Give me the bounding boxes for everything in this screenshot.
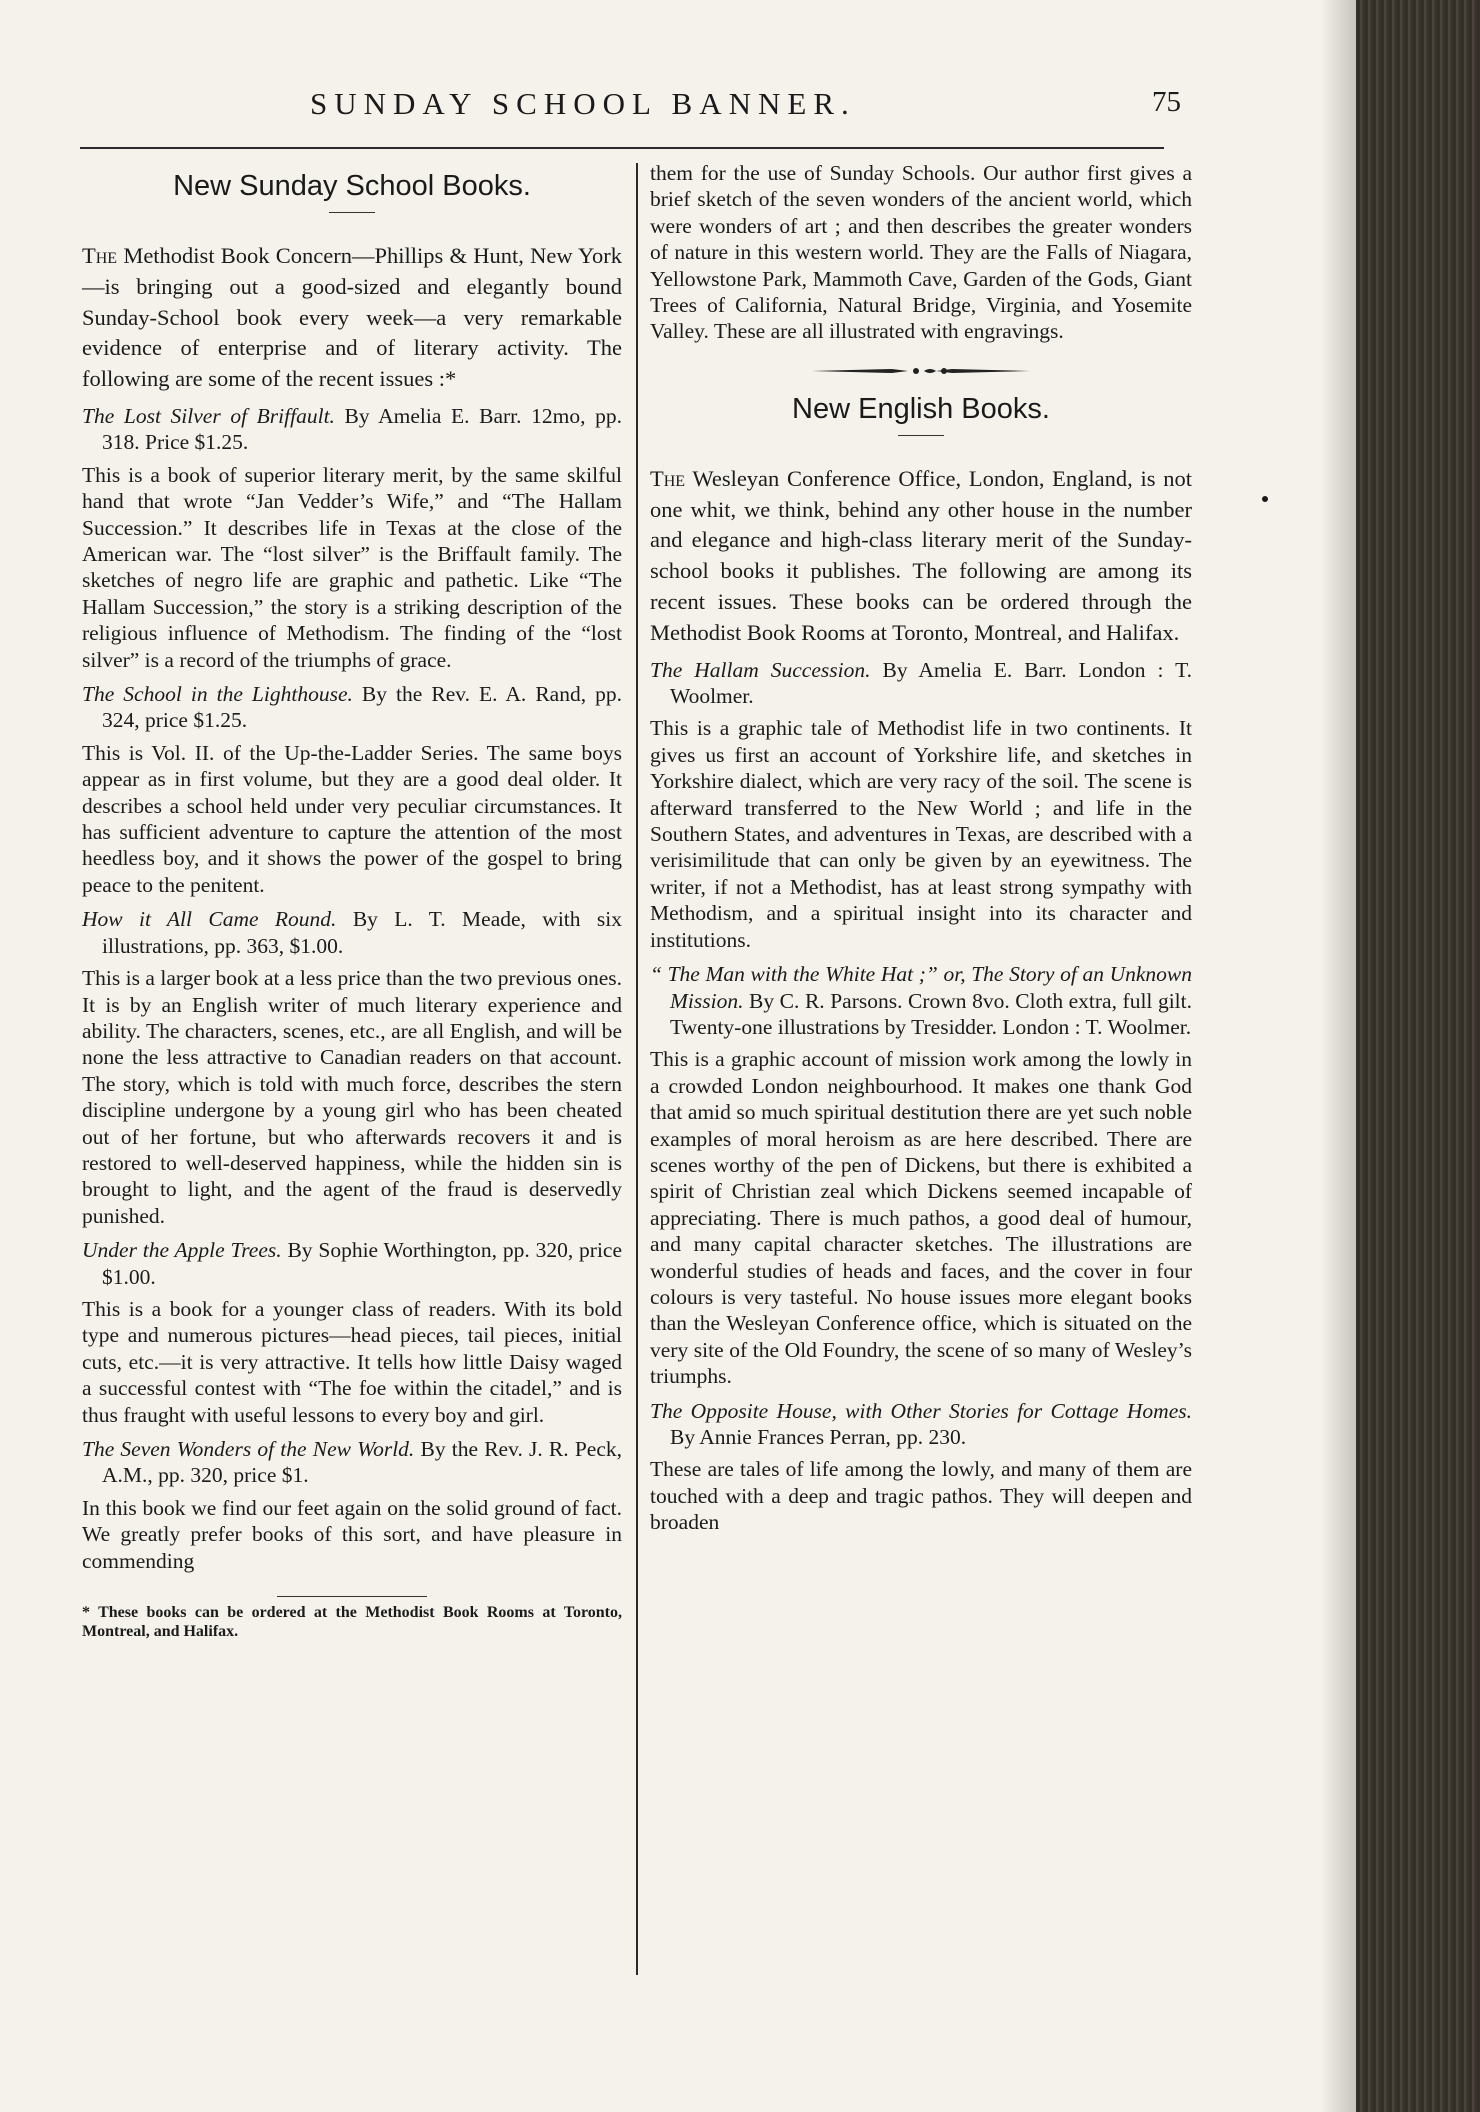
page-number: 75	[1152, 86, 1181, 118]
right-column	[650, 160, 1192, 1539]
book-details: By Amelia E. Barr. London : T. Woolmer.	[670, 657, 1192, 709]
intro-lead: The	[82, 243, 118, 268]
intro-paragraph	[82, 241, 622, 395]
book-review: This is a graphic account of mission work among the lowly in a crowded London neighbourhood. It makes one thank God that amid so much spiritual destitution there are yet such noble examples of moral heroism as are here described. There are scenes worthy of the pen of Dickens, but there is exhibited a spirit of Christian zeal which Dickens seemed incapable of appreciating. There is much pathos, a good deal of humour, and many capital character sketches. The illustrations are wonderful studies of heads and faces, and the cover in four colours is very tasteful. No house issues more elegant books than the Wesleyan Conference office, which is situated on the very site of the Old Foundry, the scene of so many of Wesley’s triumphs.	[650, 1047, 1192, 1389]
book-review: This is a book of superior literary merit, by the same skilful hand that wrote “Jan Vedder’s Wife,” and “The Hallam Succession.” It describes life in Texas at the close of the American war. The “lost silver” is the Briffault family. The sketches of negro life are graphic and pathetic. Like “The Hallam Succession,” the story is a striking description of the religious influence of Methodism. The finding of the “lost silver” is a record of the triumphs of grace.	[82, 462, 622, 672]
left-column	[82, 160, 622, 1644]
entry-heading	[82, 1237, 622, 1290]
header-rule	[80, 147, 1164, 149]
ornament-divider-icon	[812, 365, 1030, 377]
book-title: How it All Came Round.	[82, 907, 337, 932]
book-entry	[82, 403, 622, 673]
title-rule	[898, 435, 944, 436]
book-title: “ The Man with the White Hat ;” or, The Story of an Unknown Mission.	[650, 962, 1192, 1013]
book-details: By the Rev. J. R. Peck, A.M., pp. 320, price $1.	[102, 1437, 622, 1488]
book-entry	[82, 1237, 622, 1428]
book-page-edges	[1356, 0, 1480, 2112]
book-review: In this book we find our feet again on the solid ground of fact. We greatly prefer books of this sort, and have pleasure in commending	[82, 1495, 622, 1573]
running-header: SUNDAY SCHOOL BANNER.	[310, 86, 856, 121]
entry-heading	[82, 403, 622, 456]
book-title: The Seven Wonders of the New World.	[82, 1437, 415, 1462]
ink-blot	[1262, 496, 1268, 502]
intro-text: Methodist Book Concern—Phillips & Hunt, New York—is bringing out a good-sized and elegantly bound Sunday-School book every week—a very remarkable evidence of enterprise and of literary activity. The following are some of the recent issues :*	[82, 243, 622, 392]
section-title-english-books: New English Books.	[792, 392, 1050, 425]
column-divider	[636, 163, 638, 1975]
section-title-sunday-school-books: New Sunday School Books.	[173, 170, 531, 202]
book-review: This is a book for a younger class of readers. With its bold type and numerous pictures—head pieces, tail pieces, initial cuts, etc.—it is very attractive. It tells how little Daisy waged a successful contest with “The foe within the citadel,” and is thus fraught with useful lessons to every boy and girl.	[82, 1296, 622, 1427]
book-entry	[82, 1436, 622, 1574]
entry-heading	[650, 657, 1192, 710]
book-entry	[650, 1398, 1192, 1536]
book-title: The Lost Silver of Briffault.	[82, 403, 335, 428]
intro-text: Wesleyan Conference Office, London, England, is not one whit, we think, behind any other house in the number and elegance and high-class literary merit of the Sunday-school books it publishes. The following are among its recent issues. These books can be ordered through the Methodist Book Rooms at Toronto, Montreal, and Halifax.	[650, 465, 1192, 645]
book-review: This is a graphic tale of Methodist life in two continents. It gives us first an account of Yorkshire life, and sketches in Yorkshire dialect, which are very racy of the soil. The scene is afterward transferred to the New World ; and life in the Southern States, and adventures in Texas, are described with a verisimilitude that can only be given by an eyewitness. The writer, if not a Methodist, has at least strong sympathy with Methodism, and a spiritual insight into its character and institutions.	[650, 716, 1192, 952]
entry-heading	[650, 1398, 1192, 1451]
book-review: This is a larger book at a less price than the two previous ones. It is by an English writer of much literary experience and ability. The characters, scenes, etc., are all English, and will be none the less attractive to Canadian readers on that account. The story, which is told with much force, describes the stern discipline undergone by a young girl who has been cheated out of her fortune, but who afterwards recovers it and is restored to well-deserved happiness, while the hidden sin is brought to light, and the agent of the fraud is deservedly punished.	[82, 966, 622, 1228]
book-details: By Sophie Worthington, pp. 320, price $1.00.	[102, 1238, 623, 1289]
book-entry	[82, 906, 622, 1229]
book-title: The School in the Lighthouse.	[82, 682, 353, 707]
book-entry	[82, 681, 622, 898]
footnote-rule	[277, 1596, 427, 1597]
entry-heading	[650, 961, 1192, 1040]
book-entry	[650, 961, 1192, 1390]
book-details: By Amelia E. Barr. 12mo, pp. 318. Price $1.25.	[102, 403, 622, 455]
book-title: The Hallam Succession.	[650, 657, 871, 682]
footnote: * These books can be ordered at the Methodist Book Rooms at Toronto, Montreal, and Halifax.	[82, 1604, 622, 1641]
book-review: This is Vol. II. of the Up-the-Ladder Series. The same boys appear as in first volume, but they are a good deal older. It describes a school held under very peculiar circumstances. It has sufficient adventure to capture the attention of the most heedless boy, and it shows the power of the gospel to bring peace to the penitent.	[82, 740, 622, 897]
entry-heading	[82, 906, 622, 959]
title-rule	[329, 212, 375, 213]
book-review: These are tales of life among the lowly, and many of them are touched with a deep and tragic pathos. They will deepen and broaden	[650, 1457, 1192, 1535]
book-details: By C. R. Parsons. Crown 8vo. Cloth extra, full gilt. Twenty-one illustrations by Tresidder. London : T. Woolmer.	[670, 988, 1192, 1039]
intro-lead: The	[650, 465, 686, 491]
book-title: Under the Apple Trees.	[82, 1238, 282, 1263]
book-details: By Annie Frances Perran, pp. 230.	[670, 1425, 967, 1449]
book-title: The Opposite House, with Other Stories for Cottage Homes.	[650, 1398, 1192, 1423]
intro-paragraph	[650, 464, 1192, 649]
entry-heading	[82, 1436, 622, 1489]
book-entry	[650, 657, 1192, 953]
continued-review: them for the use of Sunday Schools. Our author first gives a brief sketch of the seven wonders of the ancient world, which were wonders of art ; and then describes the greater wonders of nature in this western world. They are the Falls of Niagara, Yellowstone Park, Mammoth Cave, Garden of the Gods, Giant Trees of California, Natural Bridge, Virginia, and Yosemite Valley. These are all illustrated with engravings.	[650, 161, 1192, 344]
book-details: By the Rev. E. A. Rand, pp. 324, price $1.25.	[102, 682, 622, 733]
book-details: By L. T. Meade, with six illustrations, pp. 363, $1.00.	[102, 907, 622, 958]
entry-heading	[82, 681, 622, 734]
